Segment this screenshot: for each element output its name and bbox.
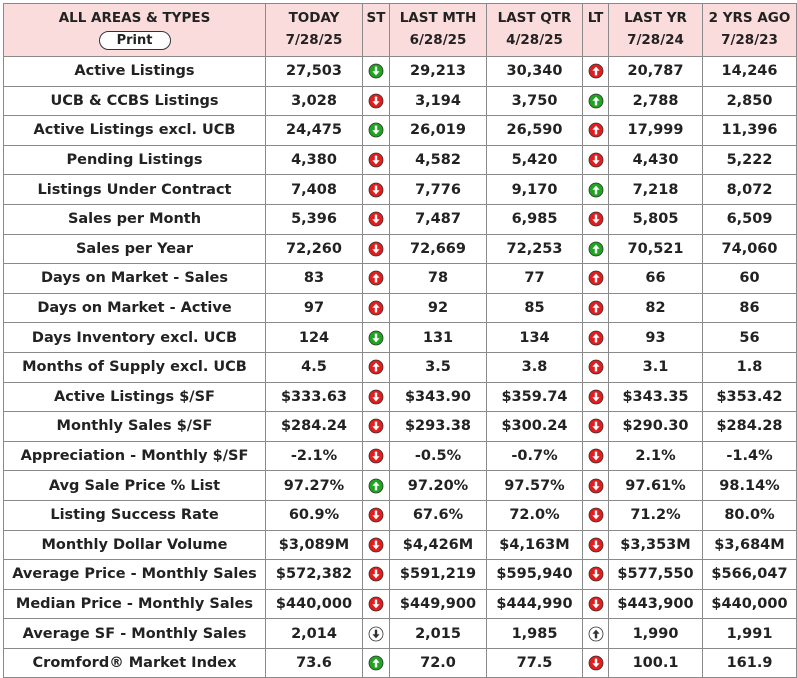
- metric-label: Active Listings: [4, 57, 266, 87]
- metric-label: Average Price - Monthly Sales: [4, 560, 266, 590]
- table-row: [4, 382, 797, 412]
- st-trend-cell: [363, 648, 390, 678]
- last-yr-heading: LAST YR: [624, 10, 687, 26]
- last-yr-value: 2.1%: [609, 441, 703, 471]
- today-value: -2.1%: [266, 441, 363, 471]
- last-mth-heading: LAST MTH: [399, 10, 477, 26]
- metric-label: Median Price - Monthly Sales: [4, 589, 266, 619]
- two-yrs-value: 86: [703, 293, 797, 323]
- arrow-up-icon: [368, 270, 384, 286]
- arrow-down-icon: [588, 448, 604, 464]
- table-row: [4, 352, 797, 382]
- today-value: 83: [266, 264, 363, 294]
- today-value: 2,014: [266, 619, 363, 649]
- table-row: [4, 412, 797, 442]
- two-yrs-value: 11,396: [703, 116, 797, 146]
- last-yr-value: 71.2%: [609, 500, 703, 530]
- last-mth-value: $293.38: [390, 412, 487, 442]
- metric-label: Pending Listings: [4, 145, 266, 175]
- metric-label: Average SF - Monthly Sales: [4, 619, 266, 649]
- two-yrs-value: 5,222: [703, 145, 797, 175]
- metric-label: Listing Success Rate: [4, 500, 266, 530]
- metric-label: Months of Supply excl. UCB: [4, 352, 266, 382]
- arrow-down-icon: [368, 122, 384, 138]
- today-value: $333.63: [266, 382, 363, 412]
- header-two-yrs: [703, 4, 797, 57]
- st-trend-cell: [363, 412, 390, 442]
- arrow-down-icon: [368, 211, 384, 227]
- last-mth-value: $591,219: [390, 560, 487, 590]
- metric-label: Days on Market - Sales: [4, 264, 266, 294]
- arrow-down-icon: [368, 537, 384, 553]
- last-mth-value: 4,582: [390, 145, 487, 175]
- two-yrs-value: 1,991: [703, 619, 797, 649]
- today-heading: TODAY: [288, 10, 340, 26]
- last-qtr-value: 72.0%: [487, 500, 583, 530]
- last-mth-value: 29,213: [390, 57, 487, 87]
- st-trend-cell: [363, 204, 390, 234]
- last-mth-value: $4,426M: [390, 530, 487, 560]
- last-yr-value: $3,353M: [609, 530, 703, 560]
- last-qtr-value: 3,750: [487, 86, 583, 116]
- last-qtr-value: $4,163M: [487, 530, 583, 560]
- today-value: $284.24: [266, 412, 363, 442]
- lt-trend-cell: [583, 234, 609, 264]
- today-value: 3,028: [266, 86, 363, 116]
- table-row: [4, 86, 797, 116]
- arrow-down-icon: [368, 596, 384, 612]
- table-row: [4, 175, 797, 205]
- arrow-up-icon: [588, 63, 604, 79]
- lt-trend-cell: [583, 116, 609, 146]
- table-row: [4, 589, 797, 619]
- last-qtr-value: 72,253: [487, 234, 583, 264]
- arrow-down-icon: [368, 152, 384, 168]
- metric-label: Active Listings $/SF: [4, 382, 266, 412]
- two-yrs-value: 80.0%: [703, 500, 797, 530]
- st-heading: ST: [366, 10, 386, 26]
- two-yrs-value: 56: [703, 323, 797, 353]
- table-row: [4, 648, 797, 678]
- lt-trend-cell: [583, 382, 609, 412]
- st-trend-cell: [363, 57, 390, 87]
- arrow-up-icon: [588, 359, 604, 375]
- last-qtr-value: 9,170: [487, 175, 583, 205]
- market-summary-table: [3, 3, 797, 678]
- last-mth-value: 7,776: [390, 175, 487, 205]
- two-yrs-heading: 2 YRS AGO: [708, 10, 791, 26]
- today-value: 72,260: [266, 234, 363, 264]
- lt-trend-cell: [583, 560, 609, 590]
- today-value: 24,475: [266, 116, 363, 146]
- metric-label: Sales per Year: [4, 234, 266, 264]
- two-yrs-value: $353.42: [703, 382, 797, 412]
- lt-trend-cell: [583, 145, 609, 175]
- last-qtr-value: 97.57%: [487, 471, 583, 501]
- last-qtr-value: 6,985: [487, 204, 583, 234]
- arrow-down-icon: [368, 389, 384, 405]
- metric-label: Days on Market - Active: [4, 293, 266, 323]
- table-row: [4, 471, 797, 501]
- lt-trend-cell: [583, 352, 609, 382]
- metric-label: Monthly Sales $/SF: [4, 412, 266, 442]
- table-row: [4, 264, 797, 294]
- lt-trend-cell: [583, 441, 609, 471]
- last-qtr-date: 4/28/25: [506, 32, 563, 48]
- table-row: [4, 500, 797, 530]
- two-yrs-value: 60: [703, 264, 797, 294]
- table-row: [4, 234, 797, 264]
- last-yr-value: $443,900: [609, 589, 703, 619]
- header-last-qtr: [487, 4, 583, 57]
- last-yr-value: 93: [609, 323, 703, 353]
- arrow-down-icon: [368, 626, 384, 642]
- last-qtr-value: $595,940: [487, 560, 583, 590]
- arrow-down-icon: [368, 418, 384, 434]
- last-qtr-value: 26,590: [487, 116, 583, 146]
- arrow-up-icon: [368, 478, 384, 494]
- two-yrs-value: 98.14%: [703, 471, 797, 501]
- lt-trend-cell: [583, 175, 609, 205]
- metric-label: UCB & CCBS Listings: [4, 86, 266, 116]
- arrow-down-icon: [588, 418, 604, 434]
- lt-trend-cell: [583, 530, 609, 560]
- two-yrs-date: 7/28/23: [721, 32, 778, 48]
- two-yrs-value: $440,000: [703, 589, 797, 619]
- last-mth-value: 2,015: [390, 619, 487, 649]
- last-mth-value: 3.5: [390, 352, 487, 382]
- today-value: 5,396: [266, 204, 363, 234]
- last-qtr-value: -0.7%: [487, 441, 583, 471]
- last-yr-value: 17,999: [609, 116, 703, 146]
- last-mth-value: 78: [390, 264, 487, 294]
- today-value: 4.5: [266, 352, 363, 382]
- arrow-down-icon: [368, 566, 384, 582]
- last-mth-value: 131: [390, 323, 487, 353]
- last-qtr-value: $300.24: [487, 412, 583, 442]
- two-yrs-value: -1.4%: [703, 441, 797, 471]
- last-yr-value: 97.61%: [609, 471, 703, 501]
- two-yrs-value: 8,072: [703, 175, 797, 205]
- print-button[interactable]: Print: [99, 31, 171, 50]
- lt-trend-cell: [583, 648, 609, 678]
- arrow-up-icon: [588, 241, 604, 257]
- lt-trend-cell: [583, 86, 609, 116]
- today-date: 7/28/25: [285, 32, 343, 48]
- st-trend-cell: [363, 500, 390, 530]
- table-row: [4, 619, 797, 649]
- lt-trend-cell: [583, 57, 609, 87]
- arrow-up-icon: [588, 300, 604, 316]
- metric-label: Monthly Dollar Volume: [4, 530, 266, 560]
- arrow-down-icon: [368, 93, 384, 109]
- arrow-down-icon: [588, 655, 604, 671]
- metric-label: Listings Under Contract: [4, 175, 266, 205]
- last-mth-value: 7,487: [390, 204, 487, 234]
- last-mth-value: 3,194: [390, 86, 487, 116]
- today-value: 97.27%: [266, 471, 363, 501]
- arrow-up-icon: [588, 122, 604, 138]
- last-yr-value: 100.1: [609, 648, 703, 678]
- table-row: [4, 323, 797, 353]
- st-trend-cell: [363, 530, 390, 560]
- last-mth-value: 26,019: [390, 116, 487, 146]
- arrow-down-icon: [588, 596, 604, 612]
- today-value: 60.9%: [266, 500, 363, 530]
- arrow-down-icon: [588, 211, 604, 227]
- lt-trend-cell: [583, 500, 609, 530]
- table-row: [4, 293, 797, 323]
- st-trend-cell: [363, 293, 390, 323]
- last-mth-value: 72,669: [390, 234, 487, 264]
- last-yr-value: 7,218: [609, 175, 703, 205]
- two-yrs-value: $3,684M: [703, 530, 797, 560]
- last-yr-value: 66: [609, 264, 703, 294]
- arrow-down-icon: [368, 330, 384, 346]
- two-yrs-value: 161.9: [703, 648, 797, 678]
- last-qtr-value: 3.8: [487, 352, 583, 382]
- header-row: [4, 4, 797, 57]
- last-qtr-value: 5,420: [487, 145, 583, 175]
- arrow-down-icon: [588, 507, 604, 523]
- arrow-up-icon: [588, 270, 604, 286]
- st-trend-cell: [363, 234, 390, 264]
- last-mth-value: 72.0: [390, 648, 487, 678]
- table-row: [4, 441, 797, 471]
- st-trend-cell: [363, 116, 390, 146]
- arrow-down-icon: [588, 152, 604, 168]
- arrow-up-icon: [368, 655, 384, 671]
- arrow-down-icon: [588, 389, 604, 405]
- lt-trend-cell: [583, 471, 609, 501]
- last-yr-value: 5,805: [609, 204, 703, 234]
- metric-label: Days Inventory excl. UCB: [4, 323, 266, 353]
- st-trend-cell: [363, 175, 390, 205]
- last-mth-value: -0.5%: [390, 441, 487, 471]
- st-trend-cell: [363, 619, 390, 649]
- last-qtr-value: 85: [487, 293, 583, 323]
- today-value: 73.6: [266, 648, 363, 678]
- last-qtr-value: $444,990: [487, 589, 583, 619]
- last-qtr-value: 134: [487, 323, 583, 353]
- arrow-down-icon: [368, 63, 384, 79]
- st-trend-cell: [363, 264, 390, 294]
- two-yrs-value: 2,850: [703, 86, 797, 116]
- today-value: 97: [266, 293, 363, 323]
- two-yrs-value: $566,047: [703, 560, 797, 590]
- lt-trend-cell: [583, 323, 609, 353]
- table-row: [4, 530, 797, 560]
- arrow-up-icon: [368, 359, 384, 375]
- lt-trend-cell: [583, 293, 609, 323]
- arrow-up-icon: [588, 182, 604, 198]
- two-yrs-value: 74,060: [703, 234, 797, 264]
- today-value: 7,408: [266, 175, 363, 205]
- today-value: $572,382: [266, 560, 363, 590]
- st-trend-cell: [363, 471, 390, 501]
- last-qtr-value: $359.74: [487, 382, 583, 412]
- arrow-up-icon: [368, 300, 384, 316]
- lt-heading: LT: [587, 10, 604, 26]
- st-trend-cell: [363, 86, 390, 116]
- area-title: ALL AREAS & TYPES: [58, 10, 211, 26]
- two-yrs-value: 1.8: [703, 352, 797, 382]
- last-qtr-value: 30,340: [487, 57, 583, 87]
- lt-trend-cell: [583, 589, 609, 619]
- last-mth-value: 92: [390, 293, 487, 323]
- arrow-down-icon: [588, 566, 604, 582]
- last-mth-value: $449,900: [390, 589, 487, 619]
- header-last-mth: [390, 4, 487, 57]
- today-value: 4,380: [266, 145, 363, 175]
- table-row: [4, 57, 797, 87]
- lt-trend-cell: [583, 264, 609, 294]
- last-mth-value: 97.20%: [390, 471, 487, 501]
- two-yrs-value: 14,246: [703, 57, 797, 87]
- last-qtr-value: 77.5: [487, 648, 583, 678]
- header-today: [266, 4, 363, 57]
- today-value: $440,000: [266, 589, 363, 619]
- last-yr-value: $577,550: [609, 560, 703, 590]
- metric-label: Active Listings excl. UCB: [4, 116, 266, 146]
- table-row: [4, 145, 797, 175]
- lt-trend-cell: [583, 204, 609, 234]
- header-area: [4, 4, 266, 57]
- arrow-down-icon: [588, 478, 604, 494]
- last-mth-date: 6/28/25: [409, 32, 467, 48]
- last-yr-value: 20,787: [609, 57, 703, 87]
- arrow-down-icon: [368, 182, 384, 198]
- two-yrs-value: 6,509: [703, 204, 797, 234]
- metric-label: Appreciation - Monthly $/SF: [4, 441, 266, 471]
- header-last-yr: [609, 4, 703, 57]
- last-yr-value: 3.1: [609, 352, 703, 382]
- metric-label: Cromford® Market Index: [4, 648, 266, 678]
- arrow-down-icon: [368, 241, 384, 257]
- last-yr-date: 7/28/24: [627, 32, 684, 48]
- last-yr-value: $290.30: [609, 412, 703, 442]
- st-trend-cell: [363, 352, 390, 382]
- last-yr-value: 82: [609, 293, 703, 323]
- today-value: $3,089M: [266, 530, 363, 560]
- st-trend-cell: [363, 382, 390, 412]
- last-qtr-value: 1,985: [487, 619, 583, 649]
- arrow-down-icon: [588, 537, 604, 553]
- two-yrs-value: $284.28: [703, 412, 797, 442]
- last-yr-value: 70,521: [609, 234, 703, 264]
- table-row: [4, 560, 797, 590]
- st-trend-cell: [363, 323, 390, 353]
- today-value: 27,503: [266, 57, 363, 87]
- last-mth-value: $343.90: [390, 382, 487, 412]
- arrow-up-icon: [588, 330, 604, 346]
- arrow-up-icon: [588, 626, 604, 642]
- last-qtr-value: 77: [487, 264, 583, 294]
- header-lt: [583, 4, 609, 57]
- last-mth-value: 67.6%: [390, 500, 487, 530]
- table-row: [4, 204, 797, 234]
- st-trend-cell: [363, 589, 390, 619]
- last-yr-value: 1,990: [609, 619, 703, 649]
- table-row: [4, 116, 797, 146]
- metric-label: Sales per Month: [4, 204, 266, 234]
- st-trend-cell: [363, 441, 390, 471]
- today-value: 124: [266, 323, 363, 353]
- last-qtr-heading: LAST QTR: [497, 10, 572, 26]
- header-st: [363, 4, 390, 57]
- arrow-down-icon: [368, 448, 384, 464]
- last-yr-value: 4,430: [609, 145, 703, 175]
- metric-label: Avg Sale Price % List: [4, 471, 266, 501]
- st-trend-cell: [363, 560, 390, 590]
- lt-trend-cell: [583, 412, 609, 442]
- st-trend-cell: [363, 145, 390, 175]
- last-yr-value: $343.35: [609, 382, 703, 412]
- lt-trend-cell: [583, 619, 609, 649]
- arrow-up-icon: [588, 93, 604, 109]
- last-yr-value: 2,788: [609, 86, 703, 116]
- arrow-down-icon: [368, 507, 384, 523]
